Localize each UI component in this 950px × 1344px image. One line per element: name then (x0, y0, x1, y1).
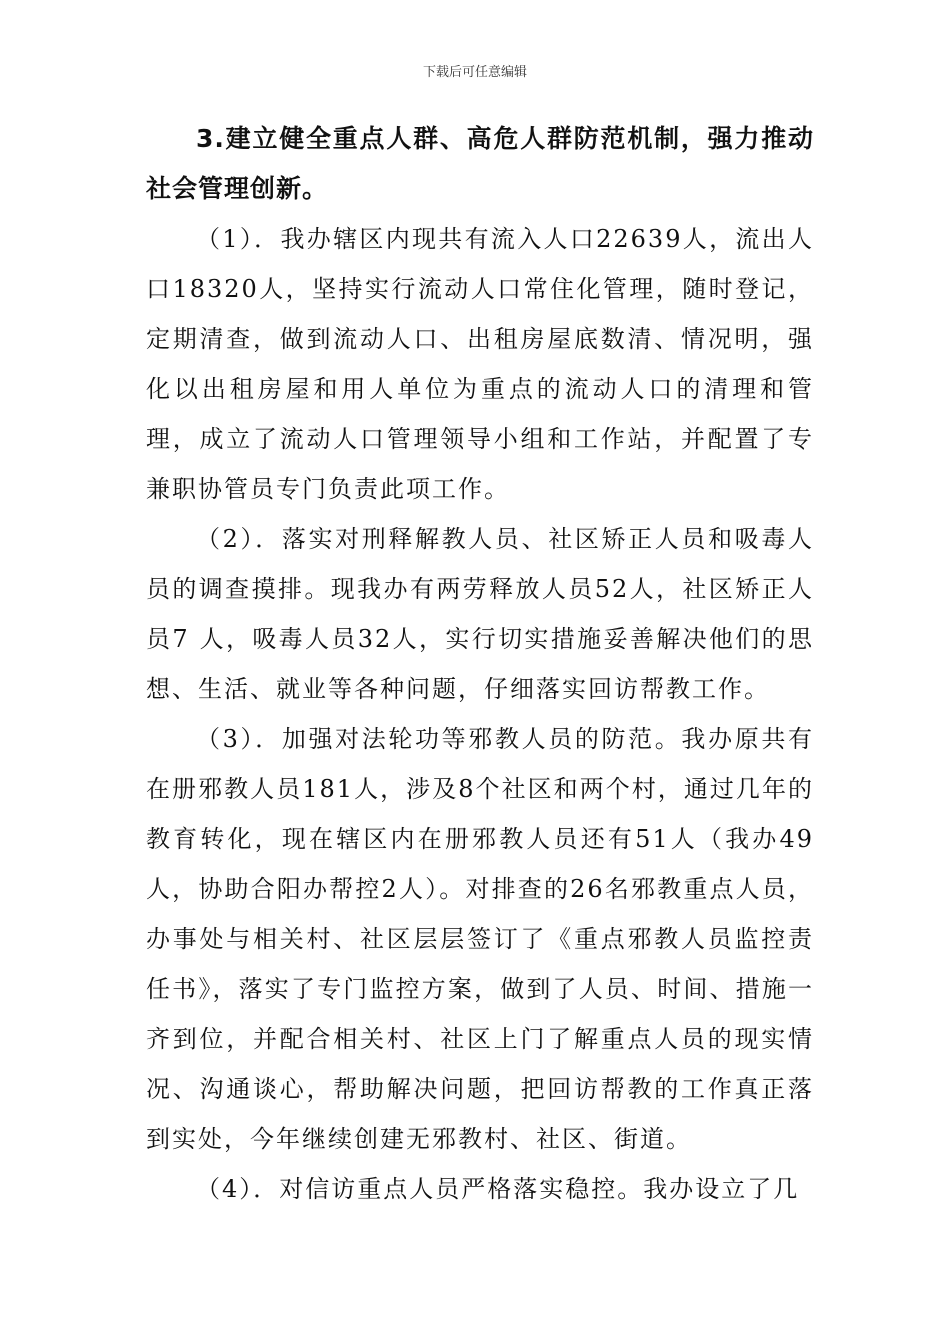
paragraph-4: （4）．对信访重点人员严格落实稳控。我办设立了几 (196, 1175, 800, 1203)
page-header-note: 下载后可任意编辑 (422, 65, 527, 80)
section-heading: 3.建立健全重点人群、高危人群防范机制，强力推动社会管理创新。 (146, 124, 814, 203)
paragraph-2: （2）．落实对刑释解教人员、社区矫正人员和吸毒人员的调查摸排。现我办有两劳释放人员52人，社区矫正人员7 人，吸毒人员32人，实行切实措施妥善解决他们的思想、生活、就业等各种问题，仔细落实回访帮教工作。 (146, 525, 814, 703)
paragraph-1: （1）．我办辖区内现共有流入人口22639人，流出人口18320人，坚持实行流动人口常住化管理，随时登记，定期清查，做到流动人口、出租房屋底数清、情况明，强化以出租房屋和用人单位为重点的流动人口的清理和管理，成立了流动人口管理领导小组和工作站，并配置了专兼职协管员专门负责此项工作。 (146, 225, 814, 503)
paragraph-3: （3）．加强对法轮功等邪教人员的防范。我办原共有在册邪教人员181人，涉及8个社区和两个村，通过几年的教育转化，现在辖区内在册邪教人员还有51人（我办49人，协助合阳办帮控2人）。对排查的26名邪教重点人员，办事处与相关村、社区层层签订了《重点邪教人员监控责任书》，落实了专门监控方案，做到了人员、时间、措施一齐到位，并配合相关村、社区上门了解重点人员的现实情况、沟通谈心，帮助解决问题，把回访帮教的工作真正落到实处，今年继续创建无邪教村、社区、街道。 (146, 725, 814, 1153)
document-body (146, 114, 814, 1214)
